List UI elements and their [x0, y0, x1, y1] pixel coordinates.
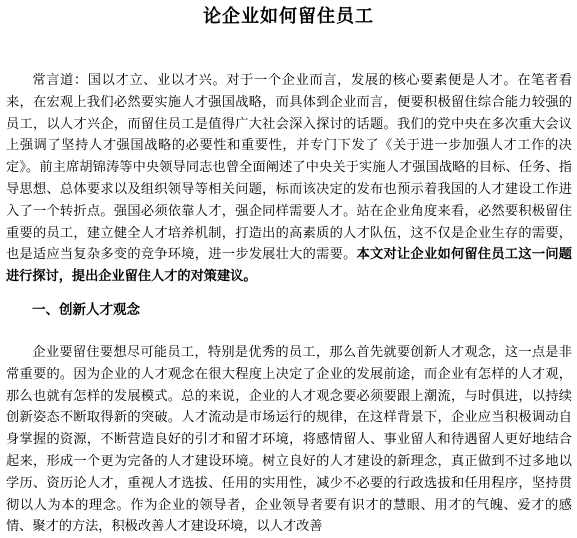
section-1-paragraph: 企业要留住要想尽可能员工，特别是优秀的员工，那么首先就要创新人才观念，这一点是非常重要的。因为企业的人才观念在很大程度上决定了企业的发展前途，而企业有怎样的人才观，那么也就有怎样的发展模式。总的来说，企业的人才观念要必须要跟上潮流，与时俱进，以持续创新姿态不断取得新的突破。人才流动是市场运行的规律，在这样背景下，企业应当积极调动自身掌握的资源，不断营造良好的引才和留才环境，将感情留人、事业留人和待遇留人更好地结合起来，形成一个更为完备的人才建设环境。树立良好的人才建设的新理念，真正做到不过多地以学历、资历论人才，重视人才选拔、任用的实用性，减少不必要的行政选拔和任用程序，坚持贯彻以人为本的理念。作为企业的领导者，企业领导者要有识才的慧眼、用才的气魄、爱才的感情、聚才的方法，积极改善人才建设环境，以人才改善 — [6, 345, 572, 535]
intro-closing-bold-text: 本文对让企业如何留住员工这一问题进行探讨，提出企业留住人才的对策建议。 — [6, 247, 572, 285]
intro-body-text: 常言道：国以才立、业以才兴。对于一个企业而言，发展的核心要素便是人才。在笔者看来，在宏观上我们必然要实施人才强国战略，而具体到企业而言，便要积极留住综合能力较强的员工，以人才兴企，而留住员工是值得广大社会深入探讨的话题。我们的党中央在多次重大会议上强调了坚持人才强国战略的必要性和重要性，并专门下发了《关于进一步加强人才工作的决定》。前主席胡锦涛等中央领导同志也曾全面阐述了中央关于实施人才强国战略的目标、任务、指导思想、总体要求以及组织领导等相关问题，标而该决定的发布也预示着我国的人才建设工作进入了一个转折点。强国必须依靠人才，强企同样需要人才。站在企业角度来看，必然要积极留住重要的员工，建立健全人才培养机制，打造出的高素质的人才队伍，这不仅是企业生存的需要，也是适应当复杂多变的竞争环境，进一步发展壮大的需要。 — [6, 73, 572, 263]
section-heading-1: 一、创新人才观念 — [32, 302, 140, 318]
document-title: 论企业如何留住员工 — [203, 6, 374, 27]
intro-paragraph — [6, 70, 572, 288]
